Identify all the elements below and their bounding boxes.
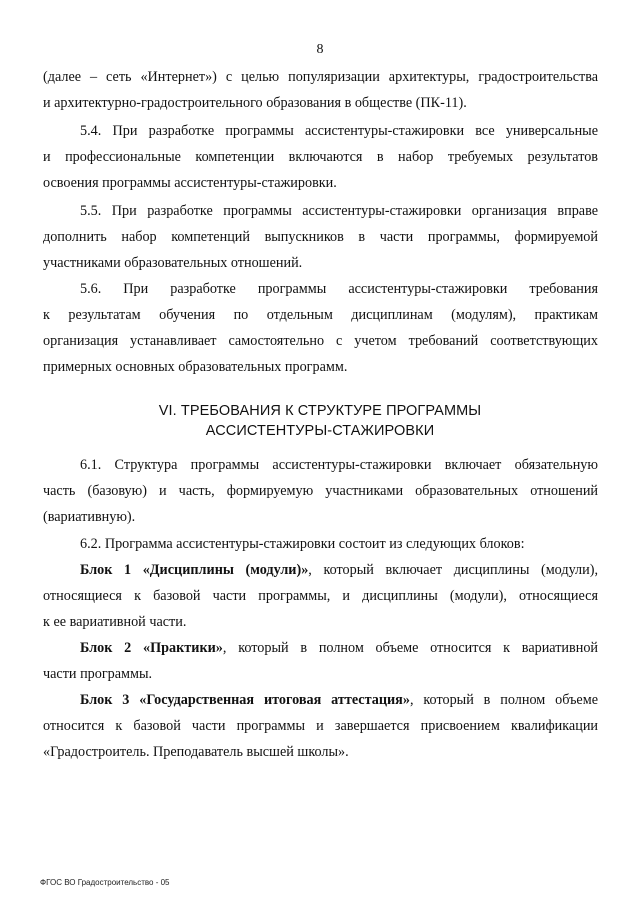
footer-label: ФГОС ВО Градостроительство - 05 <box>40 878 170 887</box>
block-2-title: Блок 2 «Практики» <box>80 640 223 656</box>
paragraph-block-3 <box>43 687 598 765</box>
block-3-title: Блок 3 «Государственная итоговая аттестация» <box>80 692 410 708</box>
text-line <box>43 635 598 661</box>
text-line: часть (базовую) и часть, формируемую участниками образовательных отношений <box>43 483 598 499</box>
text-line: 5.4. При разработке программы ассистентуры-стажировки все универсальные <box>80 123 598 139</box>
heading-line: VI. ТРЕБОВАНИЯ К СТРУКТУРЕ ПРОГРАММЫ <box>158 403 482 419</box>
text-line: (вариативную). <box>43 509 136 525</box>
paragraph-6-2 <box>43 531 598 557</box>
section-heading <box>0 401 640 441</box>
text-line: и профессиональные компетенции включаются в набор требуемых результатов <box>43 149 598 165</box>
block-1-title: Блок 1 «Дисциплины (модули)» <box>80 562 309 578</box>
text-line: к ее вариативной части. <box>43 614 187 630</box>
text-line: относящиеся к базовой части программы, и дисциплины (модули), относящиеся <box>43 588 598 604</box>
text-line <box>43 687 598 713</box>
text-line: 5.6. При разработке программы ассистентуры-стажировки требования <box>80 281 598 297</box>
block-3-text: , который в полном объеме <box>409 692 598 708</box>
text-line: к результатам обучения по отдельным дисциплинам (модулям), практикам <box>43 307 598 323</box>
text-line: примерных основных образовательных программ. <box>43 359 348 375</box>
paragraph-continuation <box>43 64 598 116</box>
paragraph-block-1 <box>43 557 598 635</box>
block-1-text: , который включает дисциплины (модули), <box>308 562 598 578</box>
text-line: организация устанавливает самостоятельно с учетом требований соответствующих <box>43 333 598 349</box>
paragraph-5-4 <box>43 118 598 196</box>
paragraph-block-2 <box>43 635 598 687</box>
block-2-text: , который в полном объеме относится к вариативной <box>222 640 599 656</box>
paragraph-5-6 <box>43 276 598 380</box>
text-line: дополнить набор компетенций выпускников в части программы, формируемой <box>43 229 598 245</box>
text-line: 5.5. При разработке программы ассистентуры-стажировки организация вправе <box>80 203 598 219</box>
text-line: и архитектурно-градостроительного образования в обществе (ПК-11). <box>43 95 467 111</box>
text-line: освоения программы ассистентуры-стажировки. <box>43 175 337 191</box>
text-line: части программы. <box>43 666 153 682</box>
page-number: 8 <box>316 42 324 57</box>
text-line: 6.2. Программа ассистентуры-стажировки состоит из следующих блоков: <box>80 536 525 552</box>
text-line: (далее – сеть «Интернет») с целью популяризации архитектуры, градостроительства <box>43 69 598 85</box>
text-line: участниками образовательных отношений. <box>43 255 303 271</box>
heading-line: АССИСТЕНТУРЫ-СТАЖИРОВКИ <box>205 423 435 439</box>
text-line: относится к базовой части программы и завершается присвоением квалификации <box>43 718 598 734</box>
text-line <box>43 557 598 583</box>
text-line: 6.1. Структура программы ассистентуры-стажировки включает обязательную <box>80 457 598 473</box>
text-line: «Градостроитель. Преподаватель высшей школы». <box>43 744 349 760</box>
paragraph-6-1 <box>43 452 598 530</box>
paragraph-5-5 <box>43 198 598 276</box>
